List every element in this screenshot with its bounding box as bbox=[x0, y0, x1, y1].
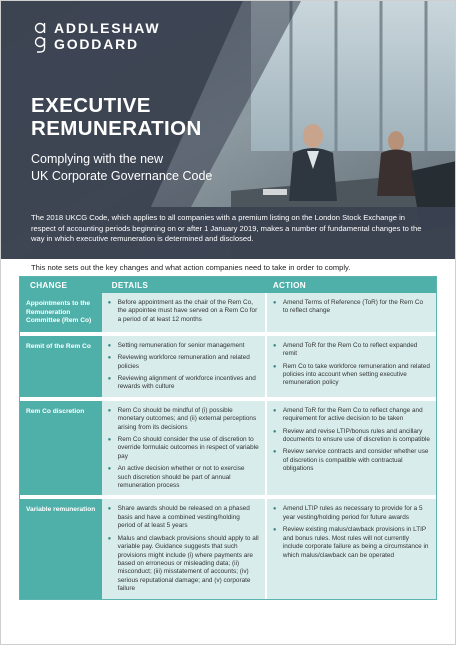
list-item bbox=[108, 354, 259, 371]
list-item bbox=[108, 505, 259, 530]
list-item bbox=[273, 505, 430, 522]
details-cell bbox=[102, 336, 267, 397]
list-item bbox=[108, 436, 259, 461]
header-details: DETAILS bbox=[111, 280, 149, 290]
page-subtitle bbox=[31, 151, 212, 185]
company-name bbox=[54, 20, 160, 52]
action-cell bbox=[267, 336, 436, 397]
company-logo bbox=[34, 19, 160, 53]
list-item bbox=[108, 299, 259, 324]
list-item-text: Malus and clawback provisions should apply to all variable pay. Guidance suggests that such provisions might include (i) where payments are based on erroneous or misleading data; (ii) misconduct; (iii) misstatement of accounts; (iv) serious reputational damage; and (v) corporate failure bbox=[117, 534, 259, 593]
action-cell bbox=[267, 499, 436, 598]
bullet-dot-icon: ● bbox=[272, 407, 277, 414]
list-item bbox=[108, 535, 259, 594]
list-item bbox=[273, 448, 430, 473]
hero-banner bbox=[1, 1, 456, 259]
details-cell bbox=[102, 401, 267, 496]
bullet-dot-icon: ● bbox=[107, 376, 112, 382]
bullet-dot-icon: ● bbox=[272, 342, 277, 349]
header-change: CHANGE bbox=[30, 280, 68, 290]
list-item-text: Review and revise LTIP/bonus rules and ancillary documents to ensure use of discretion is compatible bbox=[282, 427, 430, 444]
table-body bbox=[20, 293, 436, 599]
changes-table bbox=[19, 276, 437, 600]
note-text: This note sets out the key changes and what action companies need to take in order to comply. bbox=[31, 263, 351, 272]
list-item-text: Review existing malus/clawback provisions in LTIP and bonus rules. Most rules will not currently include corporate failure as being a circumstance in which malus/clawback can be operated bbox=[282, 526, 429, 559]
bullet-dot-icon: ● bbox=[107, 300, 112, 306]
list-item bbox=[108, 407, 259, 432]
table-row bbox=[20, 336, 436, 401]
table-row bbox=[20, 401, 436, 500]
list-item-text: Amend Terms of Reference (ToR) for the Rem Co to reflect change bbox=[282, 299, 423, 315]
change-cell: Rem Co discretion bbox=[20, 401, 102, 496]
bullet-dot-icon: ● bbox=[107, 407, 112, 414]
list-item bbox=[108, 342, 259, 350]
bullet-dot-icon: ● bbox=[107, 437, 112, 444]
bullet-dot-icon: ● bbox=[272, 449, 277, 456]
title-line2: REMUNERATION bbox=[31, 117, 202, 140]
page-title bbox=[31, 94, 202, 140]
title-line1: EXECUTIVE bbox=[31, 94, 151, 117]
list-item-text: Before appointment as the chair of the Rem Co, the appointee must have served on a Rem Co for a period of at least 12 months bbox=[117, 299, 258, 323]
bullet-dot-icon: ● bbox=[107, 342, 112, 349]
action-cell bbox=[267, 401, 436, 496]
list-item-text: Review service contracts and consider whether use of discretion is compatible with contractual obligations bbox=[282, 448, 429, 473]
change-cell: Variable remuneration bbox=[20, 499, 102, 598]
list-item-text: Reviewing alignment of workforce incentives and rewards with culture bbox=[117, 375, 256, 391]
bullet-dot-icon: ● bbox=[272, 363, 277, 370]
subtitle-line1: Complying with the new bbox=[31, 152, 164, 166]
list-item-text: Amend ToR for the Rem Co to reflect change and requirement for active decision to be taken bbox=[282, 406, 423, 423]
list-item-text: Amend ToR for the Rem Co to reflect expanded remit bbox=[282, 341, 418, 358]
bullet-dot-icon: ● bbox=[272, 428, 277, 435]
bullet-dot-icon: ● bbox=[272, 527, 277, 534]
list-item bbox=[108, 375, 259, 392]
list-item bbox=[108, 465, 259, 490]
list-item-text: Amend LTIP rules as necessary to provide for a 5 year vesting/holding period for future awards bbox=[282, 505, 423, 521]
list-item-text: An active decision whether or not to exercise such discretion should be part of annual remuneration process bbox=[117, 465, 245, 490]
company-name-line2: GODDARD bbox=[54, 36, 139, 52]
table-row bbox=[20, 499, 436, 598]
intro-paragraph: The 2018 UKCG Code, which applies to all companies with a premium listing on the London Stock Exchange in respect of accounting periods beginning on or after 1 January 2019, makes a number of fundamental changes to the way in which executive remuneration is determined and disclosed. bbox=[31, 213, 422, 244]
table-header bbox=[20, 277, 436, 293]
list-item-text: Share awards should be released on a phased basis and have a combined vesting/holding period of at least 5 years bbox=[117, 505, 250, 530]
list-item-text: Rem Co should consider the use of discretion to override formulaic outcomes in respect of variable pay bbox=[117, 436, 259, 460]
bullet-dot-icon: ● bbox=[107, 355, 112, 362]
bullet-dot-icon: ● bbox=[107, 535, 112, 542]
list-item-text: Rem Co should be mindful of (i) possible monetary outcomes; and (ii) external perceptions arising from its decisions bbox=[117, 406, 257, 431]
list-item bbox=[273, 428, 430, 445]
header-action: ACTION bbox=[272, 280, 307, 290]
table-row bbox=[20, 293, 436, 336]
ag-monogram-icon bbox=[34, 19, 46, 53]
list-item bbox=[273, 299, 430, 316]
bullet-dot-icon: ● bbox=[272, 506, 277, 513]
list-item bbox=[273, 407, 430, 424]
details-cell bbox=[102, 499, 267, 598]
details-cell bbox=[102, 293, 267, 332]
subtitle-line2: UK Corporate Governance Code bbox=[31, 169, 213, 183]
bullet-dot-icon: ● bbox=[272, 300, 277, 306]
action-cell bbox=[267, 293, 436, 332]
list-item bbox=[273, 342, 430, 359]
company-name-line1: ADDLESHAW bbox=[54, 20, 161, 36]
list-item bbox=[273, 363, 430, 388]
change-cell: Remit of the Rem Co bbox=[20, 336, 102, 397]
bullet-dot-icon: ● bbox=[107, 506, 112, 513]
change-cell: Appointments to the Remuneration Committee (Rem Co) bbox=[20, 293, 102, 332]
list-item-text: Reviewing workforce remuneration and related policies bbox=[117, 354, 250, 370]
list-item-text: Rem Co to take workforce remuneration and related policies into account when setting executive remuneration policy bbox=[282, 362, 430, 387]
list-item bbox=[273, 526, 430, 560]
bullet-dot-icon: ● bbox=[107, 466, 112, 473]
list-item-text: Setting remuneration for senior management bbox=[117, 341, 245, 349]
